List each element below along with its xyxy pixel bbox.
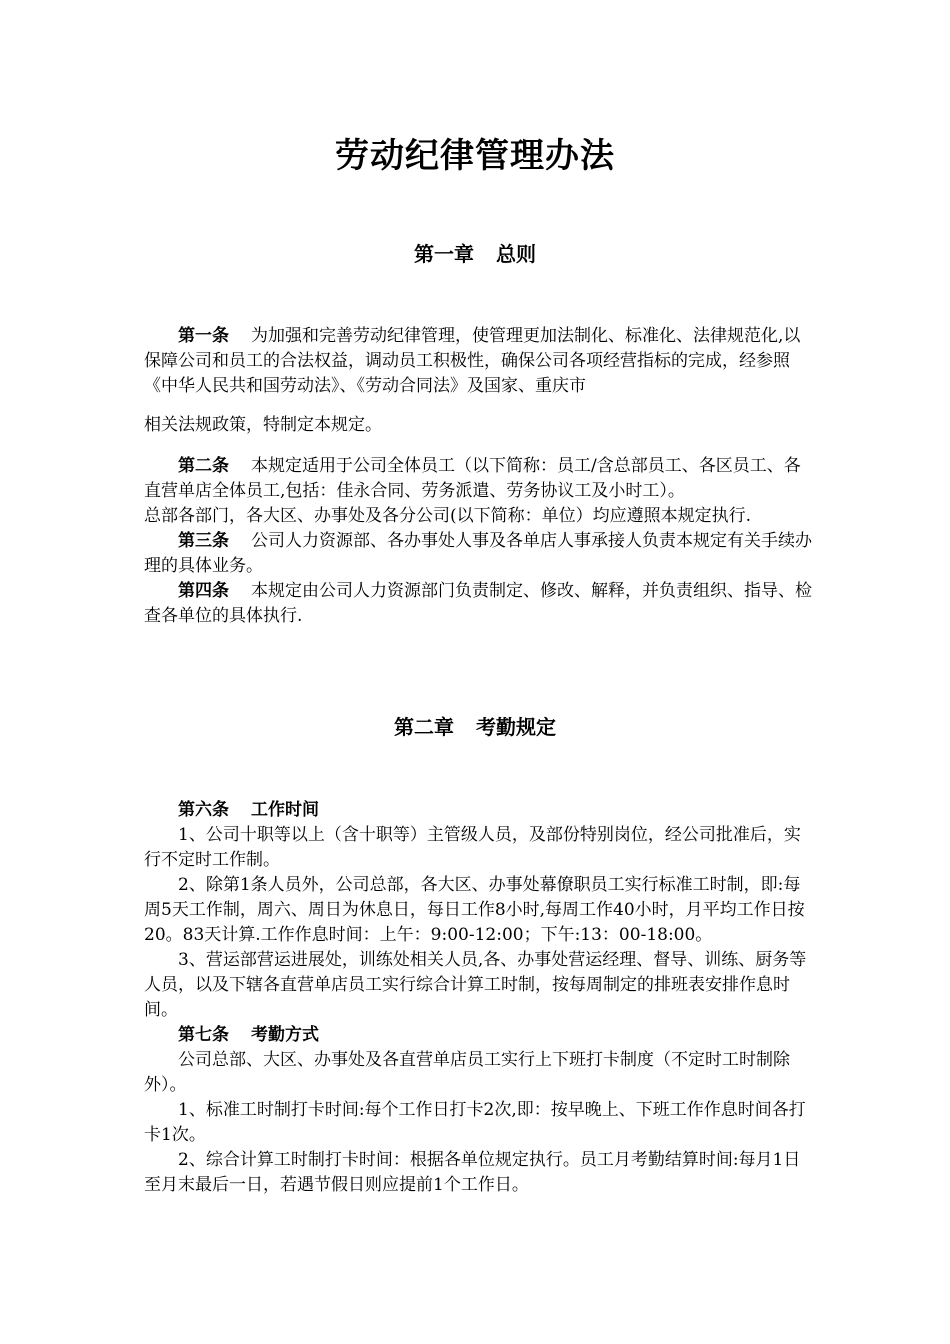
chapter-2-name: 考勤规定 [476,715,556,739]
article-7-item-1: 1、标准工时制打卡时间:每个工作日打卡2次,即：按早晚上、下班工作作息时间各打卡1次。 [144,1100,806,1145]
article-3-text: 公司人力资源部、各办事处人事及各单店人事承接人负责本规定有关手续办理的具体业务。 [144,531,812,576]
article-1 [144,324,814,399]
article-4-label: 第四条 [178,581,229,601]
article-6-label: 第六条 [178,800,229,820]
chapter-1-label: 第一章 [414,242,474,266]
article-6-heading [144,798,814,823]
article-2-label: 第二条 [178,456,229,476]
chapter-1-body [144,324,814,629]
chapter-2-label: 第二章 [394,715,454,739]
article-7-heading [144,1023,814,1048]
article-2 [144,454,814,504]
chapter-2-heading [0,711,950,740]
article-1-label: 第一条 [178,326,229,346]
article-2-continued: 总部各部门，各大区、办事处及各分公司(以下简称：单位）均应遵照本规定执行. [144,506,752,526]
article-6-title: 工作时间 [251,800,319,820]
article-3 [144,529,814,579]
article-6-item-3: 3、营运部营运进展处，训练处相关人员,各、办事处营运经理、督导、训练、厨务等人员，以及下辖各直营单店员工实行综合计算工时制，按每周制定的排班表安排作息时间。 [144,950,807,1020]
chapter-2-body [144,798,814,1198]
article-7-title: 考勤方式 [251,1025,319,1045]
article-3-label: 第三条 [178,531,229,551]
article-7-item-2: 2、综合计算工时制打卡时间：根据各单位规定执行。员工月考勤结算时间:每月1日至月末最后一日，若遇节假日则应提前1个工作日。 [144,1150,801,1195]
article-7-intro: 公司总部、大区、办事处及各直营单店员工实行上下班打卡制度（不定时工时制除外）。 [144,1050,790,1095]
article-6-item-1: 1、公司十职等以上（含十职等）主管级人员，及部份特别岗位，经公司批准后，实行不定时工作制。 [144,825,801,870]
article-2-text: 本规定适用于公司全体员工（以下简称：员工/含总部员工、各区员工、各直营单店全体员工,包括：佳永合同、劳务派遣、劳务协议工及小时工）。 [144,456,801,501]
document-title: 劳动纪律管理办法 [335,136,615,176]
article-4 [144,579,814,629]
article-1-text: 为加强和完善劳动纪律管理，使管理更加法制化、标准化、法律规范化,以保障公司和员工的合法权益，调动员工积极性，确保公司各项经营指标的完成，经参照《中华人民共和国劳动法》、《劳动合同法》及国家、重庆市 [144,326,801,396]
article-6-item-2: 2、除第1条人员外，公司总部，各大区、办事处幕僚职员工实行标准工时制，即:每周5天工作制，周六、周日为休息日，每日工作8小时,每周工作40小时，月平均工作日按20。83天计算.工作作息时间：上午：9:00-12:00；下午:13：00-18:00。 [144,875,805,945]
article-1-continued: 相关法规政策，特制定本规定。 [144,415,382,435]
chapter-1-heading [0,238,950,267]
article-4-text: 本规定由公司人力资源部门负责制定、修改、解释，并负责组织、指导、检查各单位的具体执行. [144,581,812,626]
article-7-label: 第七条 [178,1025,229,1045]
chapter-1-name: 总则 [496,242,536,266]
